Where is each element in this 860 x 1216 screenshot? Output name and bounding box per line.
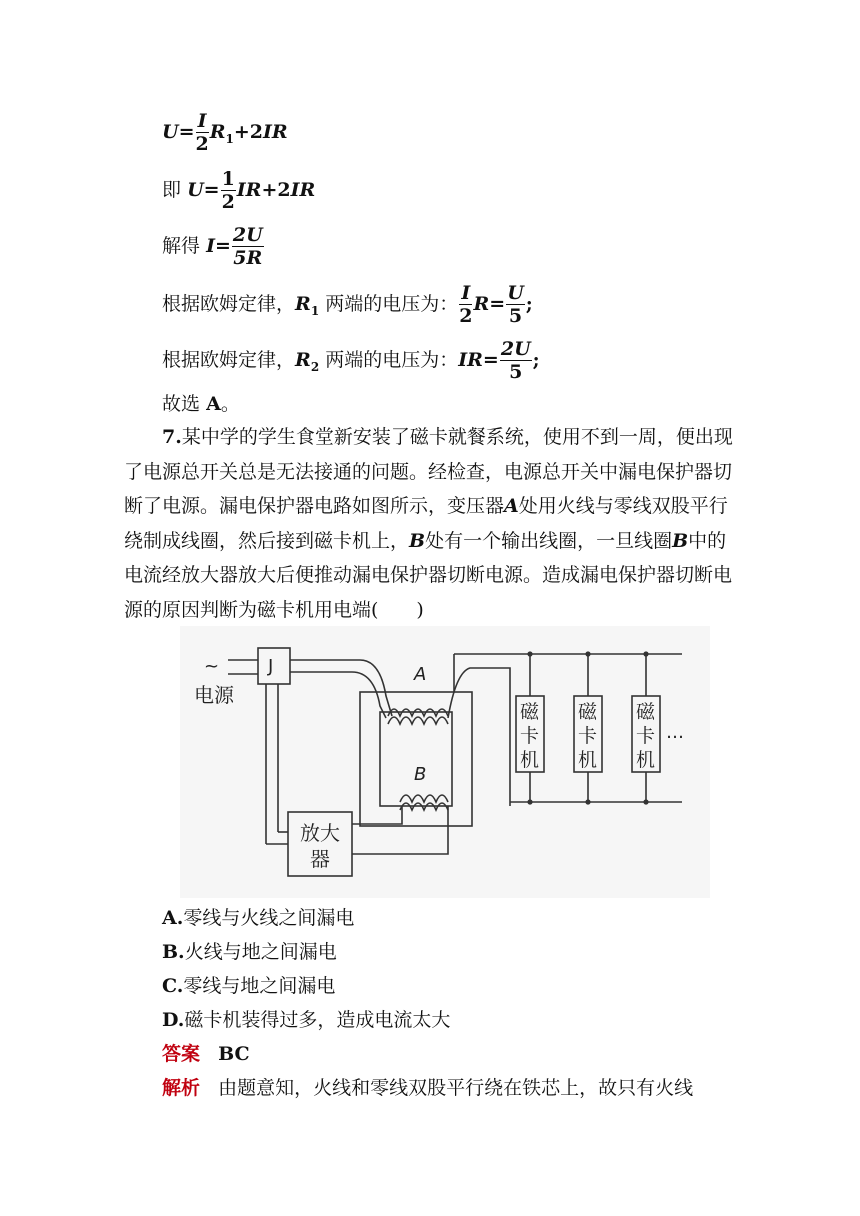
amplifier-label-1: 放大 — [300, 821, 340, 845]
answer-label: 答案 — [162, 1043, 201, 1065]
circuit-diagram — [180, 626, 710, 898]
coil-a-label: A — [414, 664, 427, 685]
card-machine-label: 磁 — [636, 701, 656, 723]
circuit-svg — [180, 626, 710, 898]
option-d: D.磁卡机装得过多，造成电流太大 — [162, 1009, 451, 1031]
card-machine-label: 机 — [578, 749, 598, 771]
option-c: C.零线与地之间漏电 — [162, 975, 336, 997]
card-machine-label: 卡 — [636, 725, 656, 747]
card-machine-label: 卡 — [578, 725, 598, 747]
equation-1: U= $\frac{I}{2}$ $R_1+2IR$ — [162, 110, 288, 155]
ac-symbol: ~ — [204, 656, 220, 677]
equation-3: 解得 I= $\frac{2U}{5R}$ — [162, 224, 263, 269]
coil-b-label: B — [414, 764, 427, 785]
analysis-line — [162, 1074, 693, 1102]
ellipsis: … — [666, 722, 684, 743]
option-a: A.零线与火线之间漏电 — [162, 907, 355, 929]
answer-line — [162, 1040, 250, 1068]
amplifier-label-2: 器 — [310, 847, 330, 871]
switch-label: J — [268, 656, 274, 677]
card-machine-label: 磁 — [578, 701, 598, 723]
choose-answer: 故选 A。 — [162, 393, 240, 415]
question-number: 7. — [162, 426, 182, 448]
equation-2: 即 U= $\frac{1}{2}$ IR+2IR — [162, 168, 316, 213]
ohm-law-r2: 根据欧姆定律，$R_2$ 两端的电压为：IR= $\frac{2U}{5}$ ; — [162, 338, 540, 383]
card-machine-label: 磁 — [520, 701, 540, 723]
ohm-law-r1: 根据欧姆定律，$R_1$ 两端的电压为： $\frac{I}{2}$ R= $\frac{U}{5}$ ; — [162, 282, 533, 327]
option-b: B.火线与地之间漏电 — [162, 941, 337, 963]
switch-j-box — [258, 648, 290, 684]
analysis-text: 由题意知，火线和零线双股平行绕在铁芯上，故只有火线 — [218, 1077, 694, 1099]
card-machine-label: 机 — [636, 749, 656, 771]
answer-value: BC — [218, 1043, 250, 1065]
question-7: 7.某中学的学生食堂新安装了磁卡就餐系统，使用不到一周，便出现了电源总开关总是无法接通的问题。经检查，电源总开关中漏电保护器切断了电源。漏电保护器电路如图所示，变压器A处用火线与零线双股平行绕制成线圈，然后接到磁卡机上，B处有一个输出线圈，一旦线圈B中的电流经放大器放大后便推动漏电保护器切断电源。造成漏电保护器切断电源的原因判断为磁卡机用电端( ) — [124, 426, 733, 621]
card-machine-label: 机 — [520, 749, 540, 771]
card-machine-label: 卡 — [520, 725, 540, 747]
analysis-label: 解析 — [162, 1077, 201, 1099]
source-label: 电源 — [194, 683, 234, 707]
coil-b — [400, 795, 448, 802]
